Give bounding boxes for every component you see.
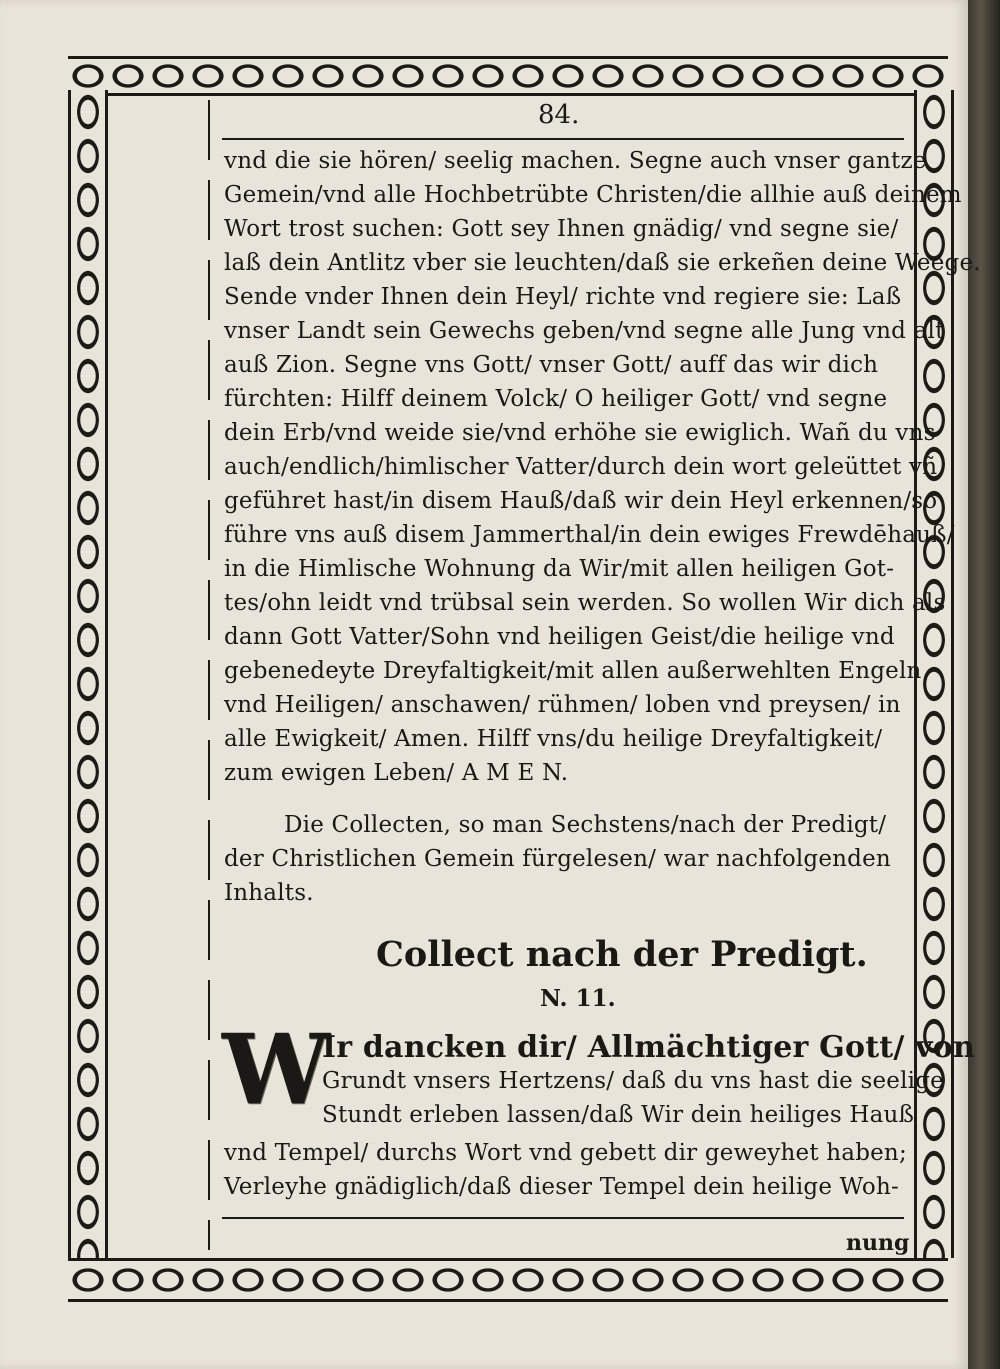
header-rule <box>222 138 904 140</box>
collect-line: Verleyhe gnädiglich/daß dieser Tempel dein heilige Woh- <box>224 1174 899 1200</box>
prayer-line: geführet hast/in disem Hauß/daß wir dein Heyl erkennen/so <box>224 488 938 514</box>
footer-rule <box>222 1217 904 1219</box>
prayer-line: Wort trost suchen: Gott sey Ihnen gnädig/ vnd segne sie/ <box>224 216 899 242</box>
prayer-line: tes/ohn leidt vnd trübsal sein werden. So wollen Wir dich als <box>224 590 946 616</box>
drop-cap-initial: W <box>222 1013 330 1126</box>
collect-number: N. 11. <box>540 985 616 1012</box>
prayer-line: gebenedeyte Dreyfaltigkeit/mit allen außerwehlten Engeln <box>224 658 922 684</box>
collect-line: vnd Tempel/ durchs Wort vnd gebett dir geweyhet haben; <box>224 1140 907 1166</box>
ornamental-border-top <box>68 56 948 96</box>
collect-line: Stundt erleben lassen/daß Wir dein heiliges Hauß <box>322 1102 915 1128</box>
collect-line: Grundt vnsers Hertzens/ daß du vns hast die seelige <box>322 1068 944 1094</box>
prayer-line: alle Ewigkeit/ Amen. Hilff vns/du heilige Dreyfaltigkeit/ <box>224 726 883 752</box>
prayer-line: führe vns auß disem Jammerthal/in dein ewiges Frewdēhauß/ <box>224 522 955 548</box>
prayer-line: dann Gott Vatter/Sohn vnd heiligen Geist/die heilige vnd <box>224 624 895 650</box>
catchword: nung <box>846 1230 910 1256</box>
prayer-line: vnd Heiligen/ anschawen/ rühmen/ loben vnd preysen/ in <box>224 692 901 718</box>
prayer-line: fürchten: Hilff deinem Volck/ O heiliger Gott/ vnd segne <box>224 386 888 412</box>
intro-line: Die Collecten, so man Sechstens/nach der Predigt/ <box>284 812 887 838</box>
ornamental-border-bottom <box>68 1258 948 1302</box>
page-edge <box>968 0 1000 1369</box>
prayer-line: Sende vnder Ihnen dein Heyl/ richte vnd regiere sie: Laß <box>224 284 902 310</box>
intro-line: der Christlichen Gemein fürgelesen/ war nachfolgenden <box>224 846 891 872</box>
ornamental-border-left <box>68 90 108 1258</box>
prayer-line: vnser Landt sein Gewechs geben/vnd segne alle Jung vnd alt <box>224 318 945 344</box>
collect-line: Ir dancken dir/ Allmächtiger Gott/ von <box>322 1030 975 1065</box>
intro-line: Inhalts. <box>224 880 314 906</box>
prayer-line: auch/endlich/himlischer Vatter/durch dein wort geleüttet vñ <box>224 454 938 480</box>
page-number: 84. <box>538 100 580 130</box>
prayer-line: in die Himlische Wohnung da Wir/mit allen heiligen Got- <box>224 556 895 582</box>
prayer-line: zum ewigen Leben/ A M E N. <box>224 760 569 786</box>
prayer-line: dein Erb/vnd weide sie/vnd erhöhe sie ewiglich. Wañ du vns <box>224 420 936 446</box>
prayer-line: auß Zion. Segne vns Gott/ vnser Gott/ auff das wir dich <box>224 352 879 378</box>
prayer-line: vnd die sie hören/ seelig machen. Segne auch vnser gantze <box>224 148 927 174</box>
prayer-line: Gemein/vnd alle Hochbetrübte Christen/die allhie auß deinem <box>224 182 962 208</box>
inner-margin-line <box>208 100 210 1250</box>
collect-heading: Collect nach der Predigt. <box>376 934 868 975</box>
prayer-line: laß dein Antlitz vber sie leuchten/daß sie erkeñen deine Weege. <box>224 250 981 276</box>
